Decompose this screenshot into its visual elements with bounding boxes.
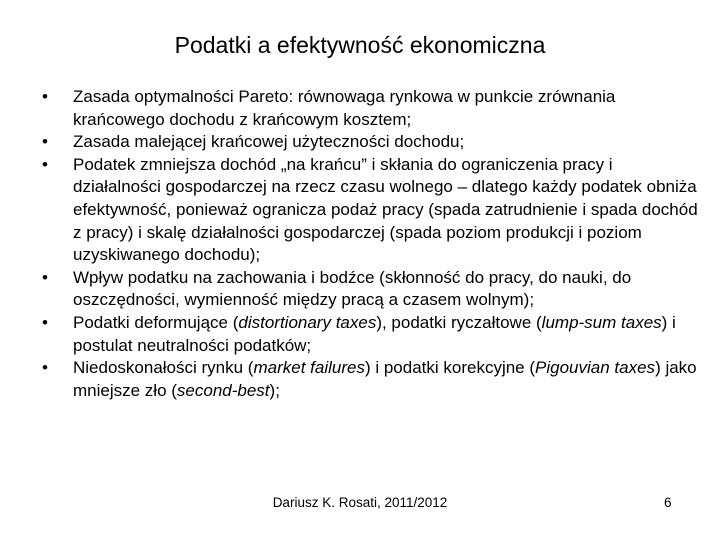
bullet-text-italic: lump-sum taxes [541,312,662,332]
bullet-dot: • [42,358,48,378]
bullet-item [42,131,702,154]
bullet-text: ) i postulat neutralności podatków; [73,312,676,355]
bullet-dot: • [42,267,48,287]
bullet-text-italic: market failures [253,358,365,378]
bullet-dot: • [42,312,48,332]
bullet-dot: • [42,132,48,152]
slide-title: Podatki a efektywność ekonomiczna [174,32,546,58]
bullet-list [42,86,702,402]
bullet-item [42,357,702,402]
bullet-text: Podatki deformujące ( [73,312,239,332]
page-number: 6 [664,495,672,510]
bullet-item [42,154,702,267]
bullet-text-italic: Pigouvian taxes [535,358,656,378]
bullet-dot: • [42,154,48,174]
footer-author: Dariusz K. Rosati, 2011/2012 [272,495,448,510]
bullet-item [42,86,702,131]
bullet-text: ), podatki ryczałtowe ( [376,312,542,332]
bullet-text: ) i podatki korekcyjne ( [364,358,536,378]
bullet-dot: • [42,87,48,106]
bullet-text: Zasada optymalności Pareto: równowaga rynkowa w punkcie zrównania krańcowego dochodu z krańcowym kosztem; [73,87,616,129]
bullet-text: Niedoskonałości rynku ( [73,358,254,378]
bullet-text: ) jako mniejsze zło ( [73,358,697,400]
bullet-item [42,312,702,357]
bullet-text-italic: second-best [176,380,270,400]
bullet-text-italic: distortionary taxes [238,312,377,332]
bullet-item [42,267,702,312]
bullet-text: Wpływ podatku na zachowania i bodźce (skłonność do pracy, do nauki, do oszczędności, wymienność między pracą a czasem wolnym); [73,267,632,310]
bullet-text: ); [269,380,280,400]
bullet-text: Podatek zmniejsza dochód „na krańcu” i skłania do ograniczenia pracy i działalności gospodarczej na rzecz czasu wolnego – dlatego każdy podatek obniża efektywność, ponieważ ogranicza podaż pracy (spada zatrudnienie i spada dochód z pracy) i skalę działalności gospodarczej (spada poziom produkcji i poziom uzyskiwanego dochodu); [73,154,698,265]
bullet-text: Zasada malejącej krańcowej użyteczności dochodu; [73,132,465,152]
